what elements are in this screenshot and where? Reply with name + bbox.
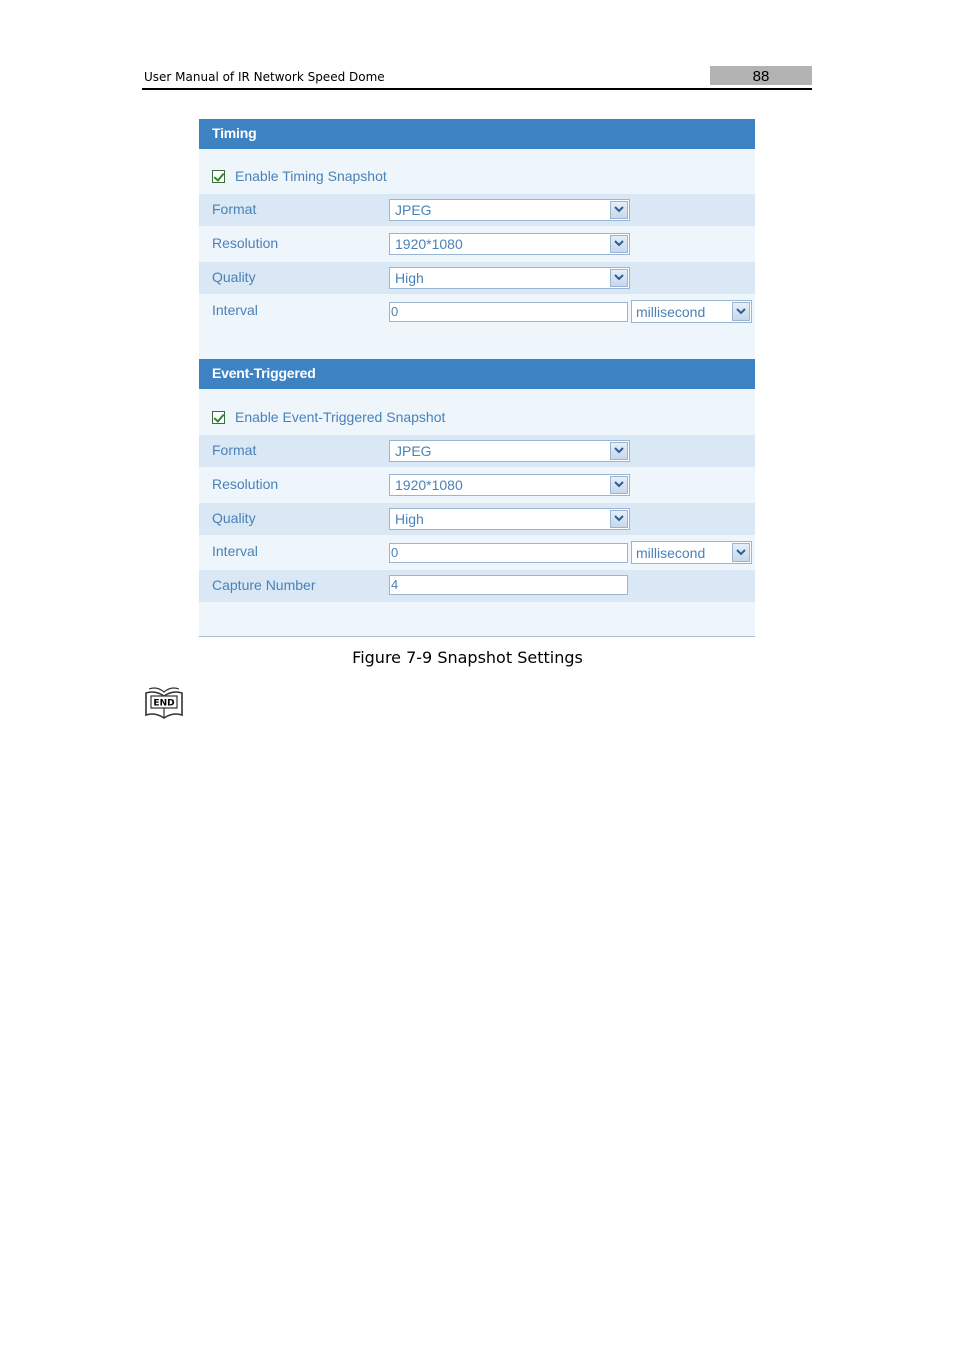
event-section-header: Event-Triggered	[199, 359, 755, 389]
page-number: 88	[710, 66, 812, 85]
event-capture-value: 4	[391, 577, 399, 592]
event-format-row	[199, 435, 755, 467]
event-quality-label: Quality	[212, 510, 256, 526]
event-capture-input[interactable]	[389, 575, 628, 595]
event-interval-label: Interval	[212, 543, 258, 559]
event-capture-label: Capture Number	[212, 577, 316, 593]
timing-interval-label: Interval	[212, 302, 258, 318]
timing-enable-checkbox[interactable]	[212, 170, 225, 183]
snapshot-settings-panel	[199, 119, 755, 637]
chevron-down-icon[interactable]	[610, 269, 628, 287]
timing-resolution-label: Resolution	[212, 235, 279, 251]
event-enable-label: Enable Event-Triggered Snapshot	[235, 409, 446, 425]
chevron-down-icon[interactable]	[610, 476, 628, 494]
chevron-down-icon[interactable]	[732, 302, 750, 321]
timing-quality-row	[199, 262, 755, 294]
event-interval-unit-select[interactable]	[631, 541, 752, 564]
chevron-down-icon[interactable]	[610, 201, 628, 219]
event-interval-value: 0	[391, 545, 399, 560]
chevron-down-icon[interactable]	[610, 510, 628, 528]
event-interval-input[interactable]	[389, 543, 628, 563]
timing-interval-row	[199, 295, 755, 327]
event-format-label: Format	[212, 442, 257, 458]
event-format-select[interactable]	[389, 440, 630, 462]
timing-enable-label: Enable Timing Snapshot	[235, 168, 387, 184]
event-capture-number-row	[199, 570, 755, 602]
event-resolution-row	[199, 469, 755, 501]
chevron-down-icon[interactable]	[610, 442, 628, 460]
timing-resolution-select[interactable]	[389, 233, 630, 255]
chevron-down-icon[interactable]	[610, 235, 628, 253]
timing-quality-label: Quality	[212, 269, 256, 285]
event-quality-value: High	[395, 511, 424, 527]
timing-quality-value: High	[395, 270, 424, 286]
event-interval-row	[199, 536, 755, 568]
event-interval-unit: millisecond	[636, 545, 706, 561]
timing-interval-unit-select[interactable]	[631, 300, 752, 323]
timing-format-value: JPEG	[395, 202, 432, 218]
event-quality-select[interactable]	[389, 508, 630, 530]
timing-interval-input[interactable]	[389, 302, 628, 322]
timing-resolution-row	[199, 228, 755, 260]
timing-quality-select[interactable]	[389, 267, 630, 289]
event-format-value: JPEG	[395, 443, 432, 459]
timing-resolution-value: 1920*1080	[395, 236, 463, 252]
timing-interval-value: 0	[391, 304, 399, 319]
figure-caption: Figure 7-9 Snapshot Settings	[352, 648, 583, 667]
timing-interval-unit: millisecond	[636, 304, 706, 320]
event-quality-row	[199, 503, 755, 535]
end-icon-text: END	[153, 698, 175, 709]
event-resolution-value: 1920*1080	[395, 477, 463, 493]
timing-section-header: Timing	[199, 119, 755, 149]
event-enable-row	[199, 402, 755, 434]
event-resolution-select[interactable]	[389, 474, 630, 496]
timing-format-label: Format	[212, 201, 257, 217]
timing-format-row	[199, 194, 755, 226]
end-book-icon	[143, 685, 185, 726]
document-title: User Manual of IR Network Speed Dome	[144, 70, 385, 84]
event-resolution-label: Resolution	[212, 476, 279, 492]
chevron-down-icon[interactable]	[732, 543, 750, 562]
timing-format-select[interactable]	[389, 199, 630, 221]
page-header	[142, 66, 812, 90]
timing-enable-row	[199, 161, 755, 193]
event-enable-checkbox[interactable]	[212, 411, 225, 424]
